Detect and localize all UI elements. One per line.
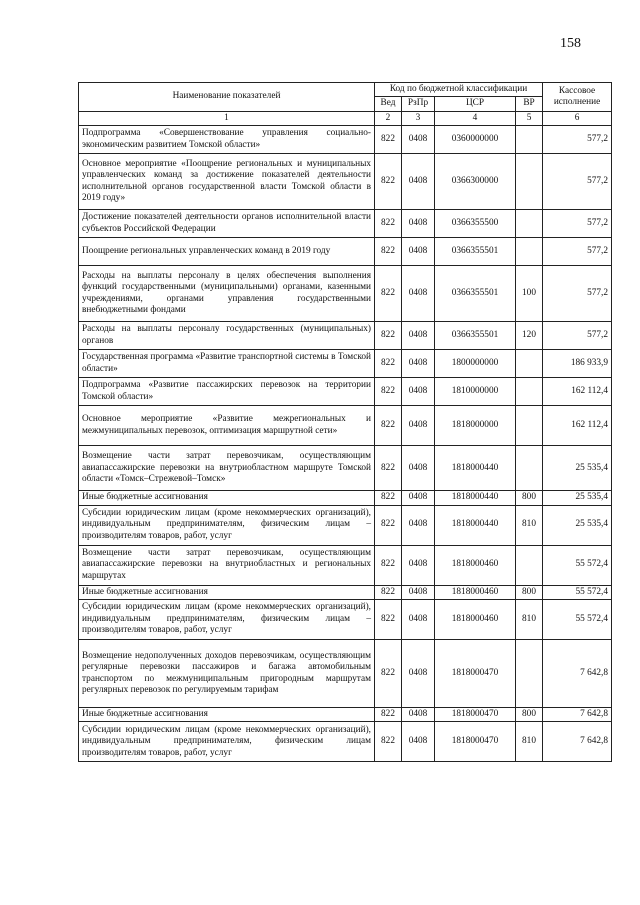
row-ved: 822: [375, 266, 402, 322]
row-amount: 577,2: [543, 322, 612, 350]
row-ved: 822: [375, 505, 402, 545]
header-rzpr: РзПр: [402, 97, 435, 111]
row-name: Субсидии юридическим лицам (кроме некоммерческих организаций), индивидуальным предпринимателям, физическим лицам – производителям товаров, работ, услуг: [79, 505, 375, 545]
row-rzpr: 0408: [402, 446, 435, 491]
row-csr: 0366355501: [435, 238, 516, 266]
row-vr: [516, 238, 543, 266]
column-number: 6: [543, 111, 612, 125]
row-vr: 120: [516, 322, 543, 350]
row-csr: 1810000000: [435, 378, 516, 406]
row-rzpr: 0408: [402, 210, 435, 238]
row-amount: 55 572,4: [543, 545, 612, 585]
row-vr: [516, 154, 543, 210]
table-row: [79, 505, 612, 545]
row-vr: 810: [516, 722, 543, 762]
row-csr: 1818000440: [435, 491, 516, 505]
row-ved: 822: [375, 210, 402, 238]
row-rzpr: 0408: [402, 640, 435, 708]
row-name: Достижение показателей деятельности органов исполнительной власти субъектов Российской Федерации: [79, 210, 375, 238]
row-name: Подпрограмма «Развитие пассажирских перевозок на территории Томской области»: [79, 378, 375, 406]
row-csr: 1818000460: [435, 600, 516, 640]
row-amount: 577,2: [543, 126, 612, 154]
row-csr: 1818000470: [435, 640, 516, 708]
row-rzpr: 0408: [402, 322, 435, 350]
row-ved: 822: [375, 708, 402, 722]
row-rzpr: 0408: [402, 378, 435, 406]
column-number: 5: [516, 111, 543, 125]
row-ved: 822: [375, 378, 402, 406]
row-vr: [516, 378, 543, 406]
row-ved: 822: [375, 126, 402, 154]
table-row: [79, 210, 612, 238]
row-rzpr: 0408: [402, 708, 435, 722]
column-number: 1: [79, 111, 375, 125]
row-ved: 822: [375, 640, 402, 708]
row-rzpr: 0408: [402, 238, 435, 266]
row-csr: 0360000000: [435, 126, 516, 154]
row-ved: 822: [375, 238, 402, 266]
row-amount: 7 642,8: [543, 640, 612, 708]
row-amount: 577,2: [543, 238, 612, 266]
header-name: Наименование показателей: [79, 83, 375, 112]
table-row: [79, 640, 612, 708]
row-name: Субсидии юридическим лицам (кроме некоммерческих организаций), индивидуальным предпринимателям, физическим лицам производителям товаров, работ, услуг: [79, 722, 375, 762]
row-amount: 162 112,4: [543, 378, 612, 406]
row-vr: [516, 350, 543, 378]
row-vr: 800: [516, 585, 543, 599]
row-name: Возмещение части затрат перевозчикам, осуществляющим авиапассажирские перевозки на внутриобластном маршруте Томской области «Томск–Стрежевой–Томск»: [79, 446, 375, 491]
row-rzpr: 0408: [402, 491, 435, 505]
row-ved: 822: [375, 545, 402, 585]
row-amount: 55 572,4: [543, 600, 612, 640]
row-amount: 7 642,8: [543, 708, 612, 722]
row-rzpr: 0408: [402, 266, 435, 322]
table-row: [79, 600, 612, 640]
row-rzpr: 0408: [402, 126, 435, 154]
row-csr: 1818000440: [435, 446, 516, 491]
table-row: [79, 322, 612, 350]
table-row: [79, 545, 612, 585]
row-csr: 1818000440: [435, 505, 516, 545]
column-number: 4: [435, 111, 516, 125]
table-row: [79, 266, 612, 322]
header-vr: ВР: [516, 97, 543, 111]
row-ved: 822: [375, 722, 402, 762]
row-name: Возмещение недополученных доходов перевозчикам, осуществляющим регулярные перевозки пассажиров и багажа автомобильным транспортом по межмуниципальным пригородным маршрутам регулярных перевозок по регулируемым тарифам: [79, 640, 375, 708]
row-name: Субсидии юридическим лицам (кроме некоммерческих организаций), индивидуальным предпринимателям, физическим лицам – производителям товаров, работ, услуг: [79, 600, 375, 640]
row-ved: 822: [375, 406, 402, 446]
row-vr: 100: [516, 266, 543, 322]
table-row: [79, 350, 612, 378]
header-ved: Вед: [375, 97, 402, 111]
row-csr: 1818000470: [435, 708, 516, 722]
table-row: [79, 446, 612, 491]
row-ved: 822: [375, 446, 402, 491]
row-amount: 7 642,8: [543, 722, 612, 762]
row-ved: 822: [375, 600, 402, 640]
row-ved: 822: [375, 350, 402, 378]
row-rzpr: 0408: [402, 722, 435, 762]
table-row: [79, 585, 612, 599]
row-rzpr: 0408: [402, 600, 435, 640]
row-name: Расходы на выплаты персоналу в целях обеспечения выполнения функций государственными (муниципальными) органами, казенными учреждениями, органами управления государственными внебюджетными фондами: [79, 266, 375, 322]
row-vr: [516, 126, 543, 154]
row-rzpr: 0408: [402, 406, 435, 446]
row-rzpr: 0408: [402, 585, 435, 599]
table-row: [79, 238, 612, 266]
row-name: Поощрение региональных управленческих команд в 2019 году: [79, 238, 375, 266]
row-amount: 186 933,9: [543, 350, 612, 378]
row-name: Государственная программа «Развитие транспортной системы в Томской области»: [79, 350, 375, 378]
row-name: Иные бюджетные ассигнования: [79, 585, 375, 599]
row-amount: 55 572,4: [543, 585, 612, 599]
column-number-row: [79, 111, 612, 125]
row-rzpr: 0408: [402, 545, 435, 585]
row-rzpr: 0408: [402, 505, 435, 545]
row-csr: 0366300000: [435, 154, 516, 210]
row-amount: 25 535,4: [543, 505, 612, 545]
budget-table: [78, 82, 612, 762]
row-amount: 577,2: [543, 210, 612, 238]
row-vr: [516, 545, 543, 585]
row-name: Подпрограмма «Совершенствование управления социально-экономическим развитием Томской области»: [79, 126, 375, 154]
header-csr: ЦСР: [435, 97, 516, 111]
row-csr: 0366355501: [435, 266, 516, 322]
column-number: 2: [375, 111, 402, 125]
table-row: [79, 406, 612, 446]
column-number: 3: [402, 111, 435, 125]
header-cash: Кассовое исполнение: [543, 83, 612, 112]
row-name: Основное мероприятие «Развитие межрегиональных и межмуниципальных перевозок, оптимизация маршрутной сети»: [79, 406, 375, 446]
row-vr: [516, 406, 543, 446]
row-csr: 1818000460: [435, 545, 516, 585]
row-amount: 162 112,4: [543, 406, 612, 446]
row-vr: [516, 210, 543, 238]
row-ved: 822: [375, 585, 402, 599]
header-code-group: Код по бюджетной классификации: [375, 83, 543, 97]
row-rzpr: 0408: [402, 154, 435, 210]
row-ved: 822: [375, 491, 402, 505]
table-row: [79, 126, 612, 154]
table-row: [79, 722, 612, 762]
row-name: Иные бюджетные ассигнования: [79, 708, 375, 722]
row-csr: 0366355500: [435, 210, 516, 238]
table-row: [79, 154, 612, 210]
row-amount: 577,2: [543, 154, 612, 210]
table-row: [79, 491, 612, 505]
row-name: Основное мероприятие «Поощрение региональных и муниципальных управленческих команд за достижение показателей деятельности исполнительной органов государственной власти Томской области в 2019 году»: [79, 154, 375, 210]
row-vr: 810: [516, 600, 543, 640]
row-amount: 577,2: [543, 266, 612, 322]
page-number: 158: [560, 36, 581, 51]
row-vr: 800: [516, 491, 543, 505]
row-vr: [516, 640, 543, 708]
row-csr: 1818000000: [435, 406, 516, 446]
row-name: Расходы на выплаты персоналу государственных (муниципальных) органов: [79, 322, 375, 350]
row-vr: [516, 446, 543, 491]
row-csr: 0366355501: [435, 322, 516, 350]
table-row: [79, 378, 612, 406]
row-vr: 810: [516, 505, 543, 545]
row-ved: 822: [375, 322, 402, 350]
row-vr: 800: [516, 708, 543, 722]
row-csr: 1818000470: [435, 722, 516, 762]
row-amount: 25 535,4: [543, 446, 612, 491]
table-row: [79, 708, 612, 722]
row-amount: 25 535,4: [543, 491, 612, 505]
row-rzpr: 0408: [402, 350, 435, 378]
row-ved: 822: [375, 154, 402, 210]
row-csr: 1818000460: [435, 585, 516, 599]
row-name: Иные бюджетные ассигнования: [79, 491, 375, 505]
row-name: Возмещение части затрат перевозчикам, осуществляющим авиапассажирские перевозки на внутриобластных и региональных маршрутах: [79, 545, 375, 585]
row-csr: 1800000000: [435, 350, 516, 378]
